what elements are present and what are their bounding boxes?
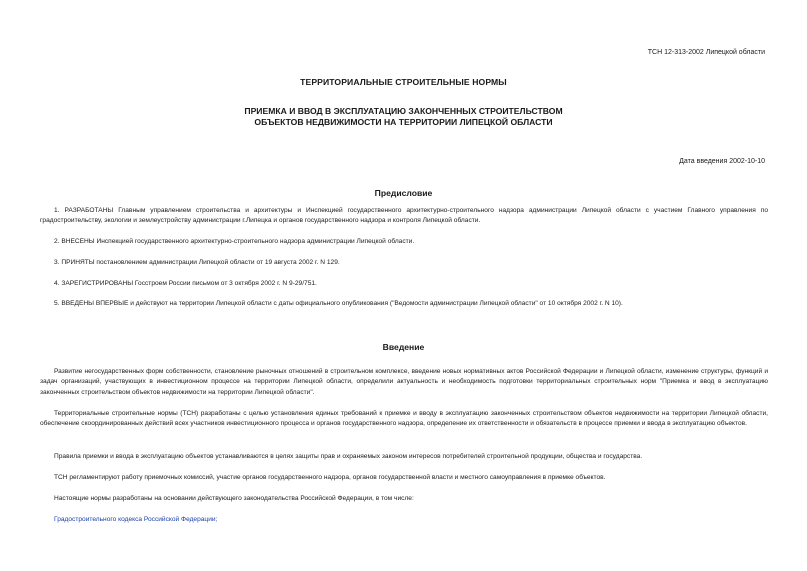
foreword-item-2: 2. ВНЕСЕНЫ Инспекцией государственного архитектурно-строительного надзора администрации Липецкой области. [54, 238, 415, 245]
document-title-line-1: ПРИЕМКА И ВВОД В ЭКСПЛУАТАЦИЮ ЗАКОНЧЕННЫХ СТРОИТЕЛЬСТВОМ [244, 106, 563, 116]
introduction-heading: Введение [382, 342, 425, 352]
document-type-heading: ТЕРРИТОРИАЛЬНЫЕ СТРОИТЕЛЬНЫЕ НОРМЫ [300, 77, 507, 87]
document-title [0, 106, 807, 128]
foreword-item-1: 1. РАЗРАБОТАНЫ Главным управлением строительства и архитектуры и Инспекцией государственного архитектурно-строительного надзора администрации Липецкой области с участием Главного управления по градостроительству, экологии и землеустройству администрации г.Липецка и органов государственного надзора и контроля Липецкой области. [40, 207, 768, 225]
foreword-item-3: 3. ПРИНЯТЫ постановлением администрации Липецкой области от 19 августа 2002 г. N 129. [54, 259, 340, 266]
introduction-date: Дата введения 2002-10-10 [679, 158, 765, 165]
document-code: ТСН 12-313-2002 Липецкой области [647, 49, 765, 56]
foreword-item-5: 5. ВВЕДЕНЫ ВПЕРВЫЕ и действуют на территории Липецкой области с даты официального опубликования ("Ведомости администрации Липецкой области" от 10 октября 2002 г. N 10). [54, 300, 623, 307]
foreword-item-4: 4. ЗАРЕГИСТРИРОВАНЫ Госстроем России письмом от 3 октября 2002 г. N 9-29/751. [54, 280, 317, 287]
foreword-heading: Предисловие [374, 188, 433, 198]
urban-planning-code-link[interactable]: Градостроительного кодекса Российской Федерации; [54, 516, 218, 523]
introduction-paragraph-3: Правила приемки и ввода в эксплуатацию объектов устанавливаются в целях защиты прав и охраняемых законом интересов потребителей строительной продукции, общества и государства. [54, 453, 643, 460]
introduction-paragraph-4: ТСН регламентируют работу приемочных комиссий, участие органов государственного надзора, органов государственной власти и местного самоуправления в приемке объектов. [54, 474, 606, 481]
introduction-paragraph-1: Развитие негосударственных форм собственности, становление рыночных отношений в строительном комплексе, введение новых нормативных актов Российской Федерации и Липецкой области, изменение структуры, функций и задач организаций, участвующих в инвестиционном процессе на территории Липецкой области, определили актуальность и необходимость подготовки территориальных строительных норм "Приемка и ввод в эксплуатацию законченных строительством объектов недвижимости на территории Липецкой области". [40, 368, 768, 396]
document-title-line-2: ОБЪЕКТОВ НЕДВИЖИМОСТИ НА ТЕРРИТОРИИ ЛИПЕЦКОЙ ОБЛАСТИ [254, 117, 553, 127]
introduction-paragraph-2: Территориальные строительные нормы (ТСН) разработаны с целью установления единых требований к приемке и вводу в эксплуатацию законченных строительством объектов недвижимости на территории Липецкой области, обеспечение скоординированных действий всех участников инвестиционного процесса и органов государственного надзора, определение их ответственности и обязательств в процессе приемки и ввода в эксплуатацию объектов. [40, 410, 768, 428]
introduction-paragraph-5: Настоящие нормы разработаны на основании действующего законодательства Российской Федерации, в том числе: [54, 495, 414, 502]
